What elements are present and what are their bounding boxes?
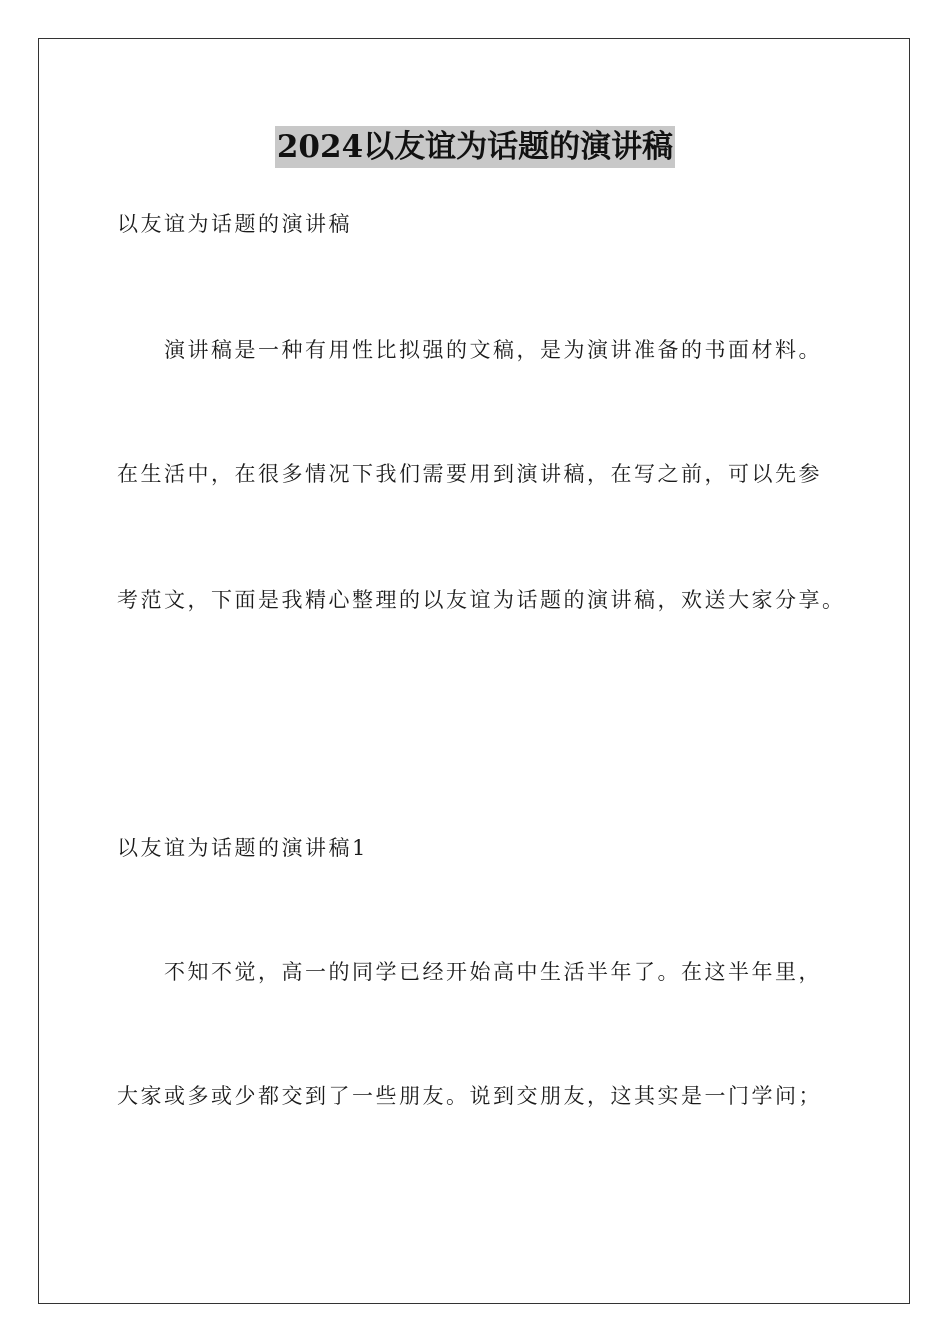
title-container <box>0 126 950 168</box>
intro-paragraph-line: 在生活中，在很多情况下我们需要用到演讲稿，在写之前，可以先参 <box>117 462 822 486</box>
document-subtitle: 以友谊为话题的演讲稿 <box>117 212 352 236</box>
document-title: 2024以友谊为话题的演讲稿 <box>275 126 675 168</box>
section-paragraph-line: 大家或多或少都交到了一些朋友。说到交朋友，这其实是一门学问； <box>117 1084 822 1108</box>
intro-paragraph-line: 考范文，下面是我精心整理的以友谊为话题的演讲稿，欢送大家分享。 <box>117 588 846 612</box>
section-heading: 以友谊为话题的演讲稿1 <box>117 836 368 860</box>
section-paragraph-line: 不知不觉，高一的同学已经开始高中生活半年了。在这半年里， <box>164 960 822 984</box>
intro-paragraph-line: 演讲稿是一种有用性比拟强的文稿，是为演讲准备的书面材料。 <box>164 338 822 362</box>
